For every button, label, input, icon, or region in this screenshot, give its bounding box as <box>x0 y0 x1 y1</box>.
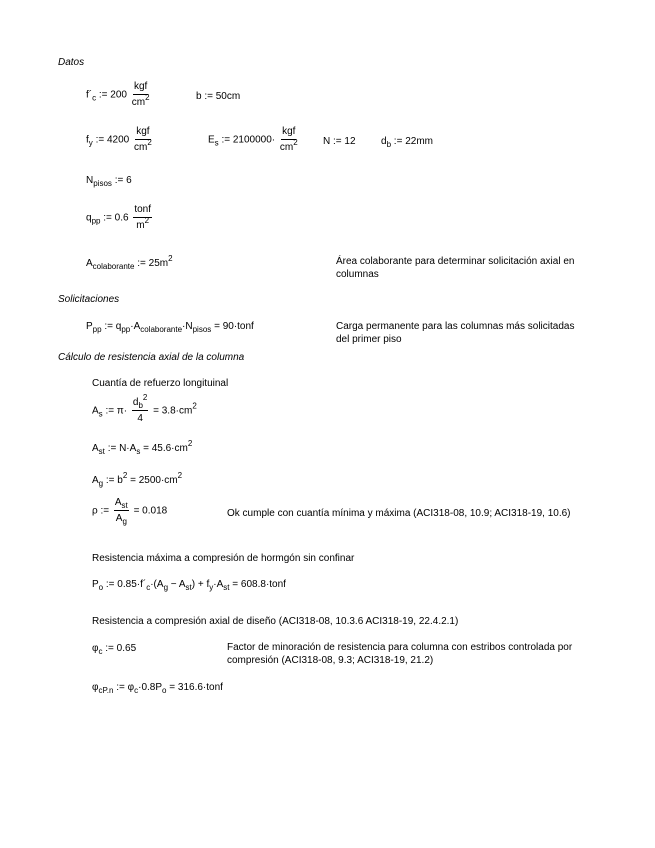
label-resistencia-maxima: Resistencia máxima a compresión de hormgón sin confinar <box>92 553 355 564</box>
label-cuantia: Cuantía de refuerzo longituinal <box>92 378 229 389</box>
eq-db: $d_b$ := 22mm <box>381 136 433 149</box>
heading-datos: Datos <box>58 57 85 68</box>
eq-fc: $f´_c$ := 200 $\frac{\text{kgf}}{cm^2}$ <box>86 81 150 108</box>
note-ok: Ok cumple con cuantía mínima y máxima (ACI318-08, 10.9; ACI318-19, 10.6) <box>227 508 571 519</box>
eq-as: $A_s$ := π· $\frac{d_b^2}{4}$ = $3.8\cdot cm^2$ <box>92 393 197 424</box>
eq-npisos: $N_{pisos}$ := 6 <box>86 175 132 188</box>
eq-po: $P_o$ := $0.85\cdot f´_c\cdot(A_g - A_{st}) + f_y\cdot A_{st}$ = 608.8·tonf <box>92 579 286 592</box>
note-factor: Factor de minoración de resistencia para columna con estribos controlada por compresión (ACI318-08, 9.3; ACI318-19, 21.2) <box>227 642 573 666</box>
eq-fy: $f_y$ := 4200 $\frac{\text{kgf}}{cm^2}$ <box>86 126 152 153</box>
eq-n: N := 12 <box>323 136 356 147</box>
eq-es: $E_s$ := 2100000· $\frac{\text{kgf}}{cm^2}$ <box>208 126 298 153</box>
eq-qpp: $q_{pp}$ := 0.6 $\frac{\text{tonf}}{m^2}$ <box>86 204 152 231</box>
eq-phicpn: $\varphi_{cP.n}$ := $\varphi_c\cdot 0.8P_o$ = 316.6·tonf <box>92 682 223 695</box>
eq-ag: $A_g$ := $b^2 = 2500\cdot cm^2$ <box>92 471 183 488</box>
heading-calculo: Cálculo de resistencia axial de la columna <box>58 352 245 363</box>
heading-solicitaciones: Solicitaciones <box>58 294 120 305</box>
eq-rho: ρ := $\frac{A_{st}}{A_g}$ = 0.018 <box>92 497 168 526</box>
eq-acolaborante: $A_{colaborante}$ := $25m^2$ <box>86 254 173 271</box>
eq-ppp: $P_{pp}$ := $q_{pp}\cdot A_{colaborante}\cdot N_{pisos}$ = 90·tonf <box>86 321 254 334</box>
eq-phic: $\varphi_c$ := 0.65 <box>92 643 137 656</box>
note-area: Área colaborante para determinar solicitación axial en columnas <box>336 256 575 280</box>
label-resistencia-diseno: Resistencia a compresión axial de diseño (ACI318-08, 10.3.6 ACI318-19, 22.4.2.1) <box>92 616 459 627</box>
note-carga: Carga permanente para las columnas más solicitadas del primer piso <box>336 321 575 345</box>
eq-b: b := 50cm <box>196 91 241 102</box>
eq-ast: $A_{st}$ := $N\cdot A_s = 45.6\cdot cm^2$ <box>92 439 193 456</box>
